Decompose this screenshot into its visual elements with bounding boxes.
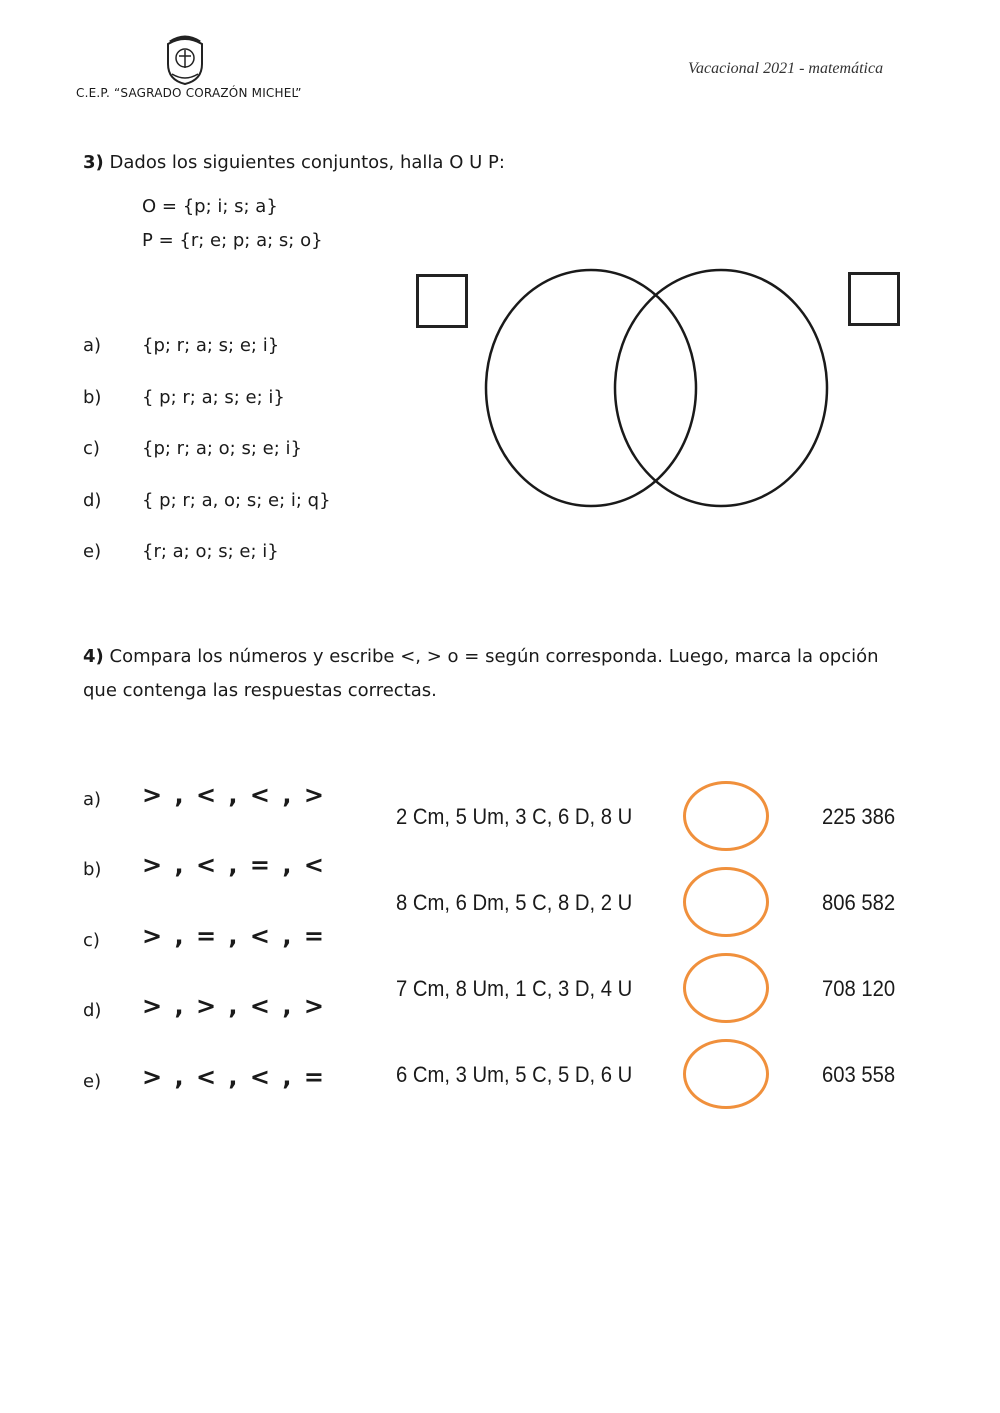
q3-option-text[interactable]: { p; r; a, o; s; e; i; q} bbox=[142, 490, 331, 511]
q3-number: 3) bbox=[83, 152, 104, 173]
comparison-right: 708 120 bbox=[822, 976, 896, 1001]
q4-option-symbols[interactable]: > , < , < , = bbox=[142, 1063, 326, 1091]
comparison-left: 7 Cm, 8 Um, 1 C, 3 D, 4 U bbox=[396, 976, 633, 1001]
q4-number: 4) bbox=[83, 646, 104, 667]
comparison-left: 6 Cm, 3 Um, 5 C, 5 D, 6 U bbox=[396, 1062, 633, 1087]
q3-statement: Dados los siguientes conjuntos, halla O U P: bbox=[109, 152, 505, 173]
school-name: C.E.P. “SAGRADO CORAZÓN MICHEL” bbox=[76, 86, 302, 100]
comparison-right: 806 582 bbox=[822, 890, 896, 915]
q4-option-letter[interactable]: d) bbox=[83, 1000, 102, 1021]
school-crest-icon bbox=[160, 34, 210, 86]
q3-option-text[interactable]: {p; r; a; s; e; i} bbox=[142, 335, 280, 356]
set-p: P = {r; e; p; a; s; o} bbox=[142, 230, 323, 251]
set-label-box-right[interactable] bbox=[848, 272, 900, 326]
q4-option-symbols[interactable]: > , = , < , = bbox=[142, 922, 326, 950]
comparison-answer-oval[interactable] bbox=[683, 953, 769, 1023]
course-title: Vacacional 2021 - matemática bbox=[688, 60, 884, 77]
venn-circle-left[interactable] bbox=[486, 270, 696, 506]
q4-option-symbols[interactable]: > , < , = , < bbox=[142, 851, 326, 879]
q3-option-letter[interactable]: c) bbox=[83, 438, 100, 459]
comparison-right: 603 558 bbox=[822, 1062, 896, 1087]
comparison-answer-oval[interactable] bbox=[683, 1039, 769, 1109]
q4-option-symbols[interactable]: > , < , < , > bbox=[142, 781, 326, 809]
comparison-right: 225 386 bbox=[822, 804, 896, 829]
set-label-box-left[interactable] bbox=[416, 274, 468, 328]
comparison-left: 2 Cm, 5 Um, 3 C, 6 D, 8 U bbox=[396, 804, 633, 829]
q3-option-letter[interactable]: d) bbox=[83, 490, 102, 511]
q4-option-letter[interactable]: e) bbox=[83, 1071, 102, 1092]
venn-circle-right[interactable] bbox=[615, 270, 827, 506]
q4-option-letter[interactable]: a) bbox=[83, 789, 102, 810]
comparison-left: 8 Cm, 6 Dm, 5 C, 8 D, 2 U bbox=[396, 890, 633, 915]
q4-option-letter[interactable]: c) bbox=[83, 930, 100, 951]
q4-statement-line1: Compara los números y escribe <, > o = según corresponda. Luego, marca la opción bbox=[109, 646, 879, 667]
q3-option-letter[interactable]: e) bbox=[83, 541, 102, 562]
q3-option-letter[interactable]: a) bbox=[83, 335, 102, 356]
q4-option-letter[interactable]: b) bbox=[83, 859, 102, 880]
set-o: O = {p; i; s; a} bbox=[142, 196, 278, 217]
venn-diagram bbox=[480, 262, 836, 518]
q4-statement-line2: que contenga las respuestas correctas. bbox=[83, 680, 437, 701]
q3-option-letter[interactable]: b) bbox=[83, 387, 102, 408]
q3-option-text[interactable]: { p; r; a; s; e; i} bbox=[142, 387, 285, 408]
comparison-answer-oval[interactable] bbox=[683, 781, 769, 851]
q4-option-symbols[interactable]: > , > , < , > bbox=[142, 992, 326, 1020]
q4-title bbox=[83, 640, 963, 708]
q3-option-text[interactable]: {p; r; a; o; s; e; i} bbox=[142, 438, 302, 459]
comparison-answer-oval[interactable] bbox=[683, 867, 769, 937]
q3-option-text[interactable]: {r; a; o; s; e; i} bbox=[142, 541, 279, 562]
q3-title bbox=[83, 146, 505, 180]
